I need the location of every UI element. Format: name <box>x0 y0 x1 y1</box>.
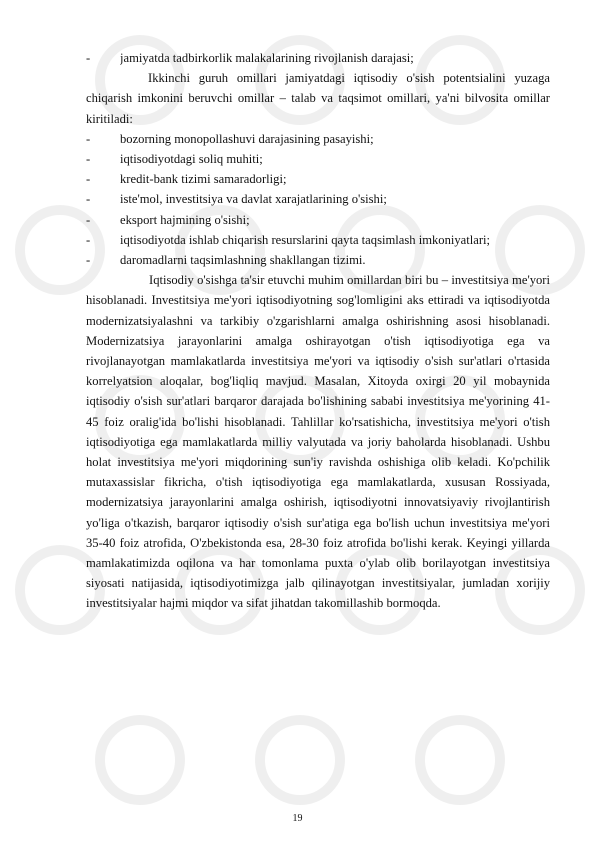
list-item-text: jamiyatda tadbirkorlik malakalarining rivojlanish darajasi; <box>120 51 414 65</box>
list-dash: - <box>86 192 91 207</box>
page-number: 19 <box>292 813 303 824</box>
list-item-text: eksport hajmining o'sishi; <box>120 212 250 227</box>
list-item <box>86 210 550 230</box>
document-page <box>86 48 550 614</box>
list-item <box>86 250 550 270</box>
list-item <box>86 189 550 209</box>
list-item <box>86 230 550 250</box>
list-dash: - <box>86 172 91 187</box>
list-dash: - <box>86 51 91 65</box>
list-item-text: daromadlarni taqsimlashning shakllangan tizimi. <box>120 253 366 268</box>
list-dash: - <box>86 131 91 146</box>
list-dash: - <box>86 152 91 167</box>
list-item <box>86 169 550 189</box>
list-dash: - <box>86 253 91 268</box>
list-item <box>86 48 550 68</box>
list-dash: - <box>86 212 91 227</box>
list-item-text: iste'mol, investitsiya va davlat xarajatlarining o'sishi; <box>120 192 387 207</box>
paragraph-second-group-factors: Ikkinchi guruh omillari jamiyatdagi iqtisodiy o'sish potentsialini yuzaga chiqarish imkonini beruvchi omillar – talab va taqsimot omillari, ya'ni bilvosita omillar kiritiladi: <box>86 71 550 126</box>
list-item-text: bozorning monopollashuvi darajasining pasayishi; <box>120 131 374 146</box>
list-item-text: kredit-bank tizimi samaradorligi; <box>120 172 287 187</box>
list-dash: - <box>86 232 91 247</box>
paragraph-investment-rate: Iqtisodiy o'sishga ta'sir etuvchi muhim omillardan biri bu – investitsiya me'yori hisoblanadi. Investitsiya me'yori iqtisodiyotning sog'lomligini aks ettiradi va iqtisodiyotda modernizatsiyalashni va tarkibiy o'zgarishlarni amalga oshirishning asosi hisoblanadi. Modernizatsiya jarayonlarini amalga oshirayotgan o'tish iqtisodiyotiga ega va rivojlanayotgan mamlakatlarda investitsiya me'yori va iqtisodiy o'sish sur'atlari o'rtasida korrelyatsion aloqalar, bog'liqliq mavjud. Masalan, Xitoyda oxirgi 20 yil mobaynida iqtisodiy o'sish sur'atlari barqaror darajada bo'lishining sababi investitsiya me'yorining 41-45 foiz oralig'ida bo'lishi hisoblanadi. Tahlillar ko'rsatishicha, investitsiya me'yori o'tish iqtisodiyotiga ega mamlakatlarda milliy valyutada va joriy baholarda hisoblanadi. Ushbu holat investitsiya me'yori miqdorining sun'iy ravishda oshishiga olib keladi. Ko'pchilik mutaxassislar fikricha, o'tish iqtisodiyotiga ega mamlakatlarda, xususan Rossiyada, modernizatsiya jarayonlarini amalga oshirish, iqtisodiyotni innovatsiyaviy rivojlantirish yo'liga o'tkazish, barqaror iqtisodiy o'sish sur'atiga ega bo'lish uchun investitsiya me'yori 35-40 foiz atrofida, O'zbekistonda esa, 28-30 foiz atrofida bo'lishi kerak. Keyingi yillarda mamlakatimizda oqilona va har tomonlama puxta o'ylab olib borilayotgan investitsiya siyosati natijasida, iqtisodiyotimizga jalb qilinayotgan investitsiyalar, jumladan xorijiy investitsiyalar hajmi miqdor va sifat jihatdan takomillashib bormoqda. <box>86 273 550 611</box>
list-item <box>86 129 550 149</box>
list-item <box>86 149 550 169</box>
list-item-text: iqtisodiyotda ishlab chiqarish resurslarini qayta taqsimlash imkoniyatlari; <box>120 232 491 247</box>
list-item-text: iqtisodiyotdagi soliq muhiti; <box>120 152 263 167</box>
